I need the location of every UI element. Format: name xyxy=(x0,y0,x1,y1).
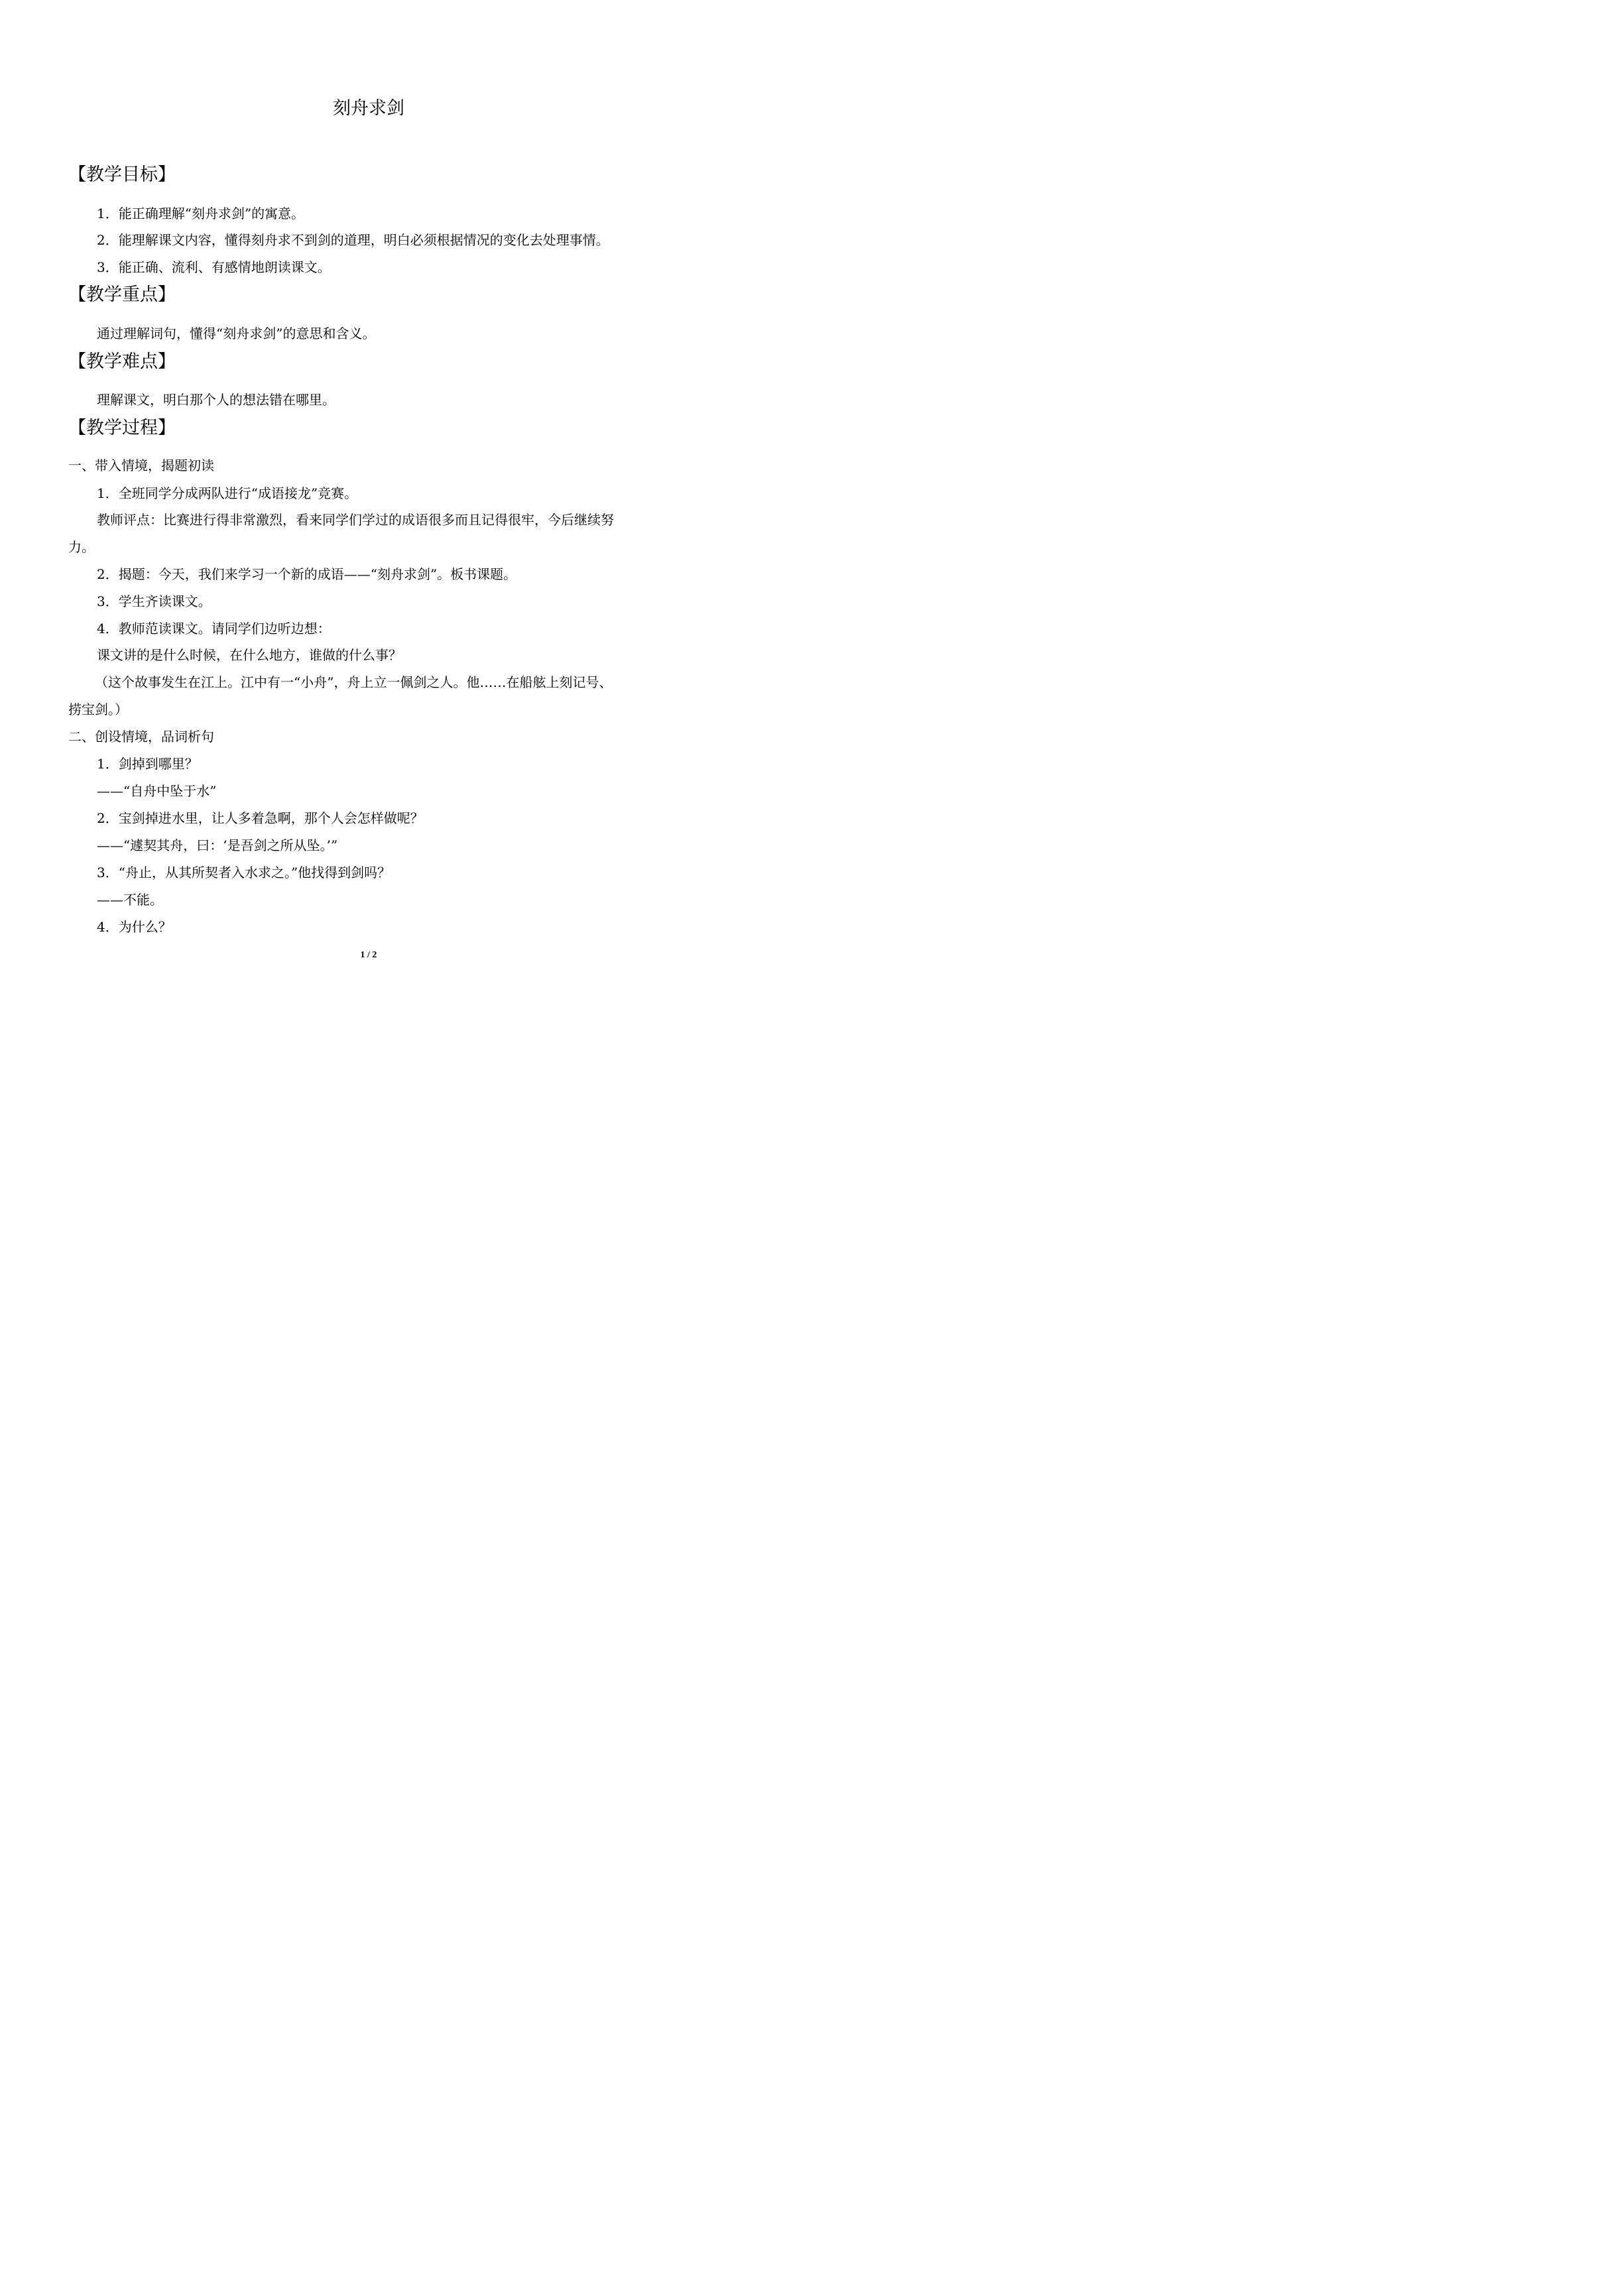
document-page xyxy=(0,0,737,1043)
goal-item-2: 2．能理解课文内容，懂得刻舟求不到剑的道理，明白必须根据情况的变化去处理事情。 xyxy=(97,232,609,248)
section-heading-goals: 【教学目标】 xyxy=(68,164,176,185)
process-part1-line: （这个故事发生在江上。江中有一“小舟”，舟上立一佩剑之人。他……在船舷上刻记号、 xyxy=(95,674,613,690)
process-part1-line: 教师评点：比赛进行得非常激烈，看来同学们学过的成语很多而且记得很牢，今后继续努 xyxy=(97,512,614,528)
process-part1-line: 1．全班同学分成两队进行“成语接龙”竞赛。 xyxy=(97,485,358,501)
process-part2-line: 1．剑掉到哪里？ xyxy=(97,756,198,772)
process-part1-line: 3．学生齐读课文。 xyxy=(97,593,211,609)
key-points-text: 通过理解词句，懂得“刻舟求剑”的意思和含义。 xyxy=(97,326,376,341)
goal-item-3: 3．能正确、流利、有感情地朗读课文。 xyxy=(97,259,331,275)
process-part2-line: 3．“舟止，从其所契者入水求之。”他找得到剑吗？ xyxy=(97,865,391,880)
process-part1-line: 2．揭题：今天，我们来学习一个新的成语——“刻舟求剑”。板书课题。 xyxy=(97,566,517,582)
difficulties-text: 理解课文，明白那个人的想法错在哪里。 xyxy=(97,392,335,408)
process-part1-line: 课文讲的是什么时候，在什么地方，谁做的什么事？ xyxy=(97,647,402,663)
process-part2-title: 二、创设情境，品词析句 xyxy=(68,729,214,745)
process-part1-line: 捞宝剑。） xyxy=(68,701,128,717)
process-part1-title: 一、带入情境，揭题初读 xyxy=(68,457,214,473)
section-heading-process: 【教学过程】 xyxy=(68,418,176,438)
section-heading-key-points: 【教学重点】 xyxy=(68,284,176,305)
page-number: 1 / 2 xyxy=(360,950,377,960)
process-part2-line: 4．为什么？ xyxy=(97,919,172,935)
process-part2-line: ——不能。 xyxy=(97,892,163,908)
process-part1-line: 力。 xyxy=(68,539,95,555)
process-part1-line: 4．教师范读课文。请同学们边听边想： xyxy=(97,621,331,636)
document-title: 刻舟求剑 xyxy=(333,98,404,119)
process-part2-line: ——“遽契其舟，曰：‘是吾剑之所从坠。’” xyxy=(97,837,338,853)
section-heading-difficulties: 【教学难点】 xyxy=(68,351,176,372)
process-part2-line: 2．宝剑掉进水里，让人多着急啊，那个人会怎样做呢？ xyxy=(97,810,424,826)
process-part2-line: ——“自舟中坠于水” xyxy=(97,783,217,799)
goal-item-1: 1．能正确理解“刻舟求剑”的寓意。 xyxy=(97,206,305,221)
